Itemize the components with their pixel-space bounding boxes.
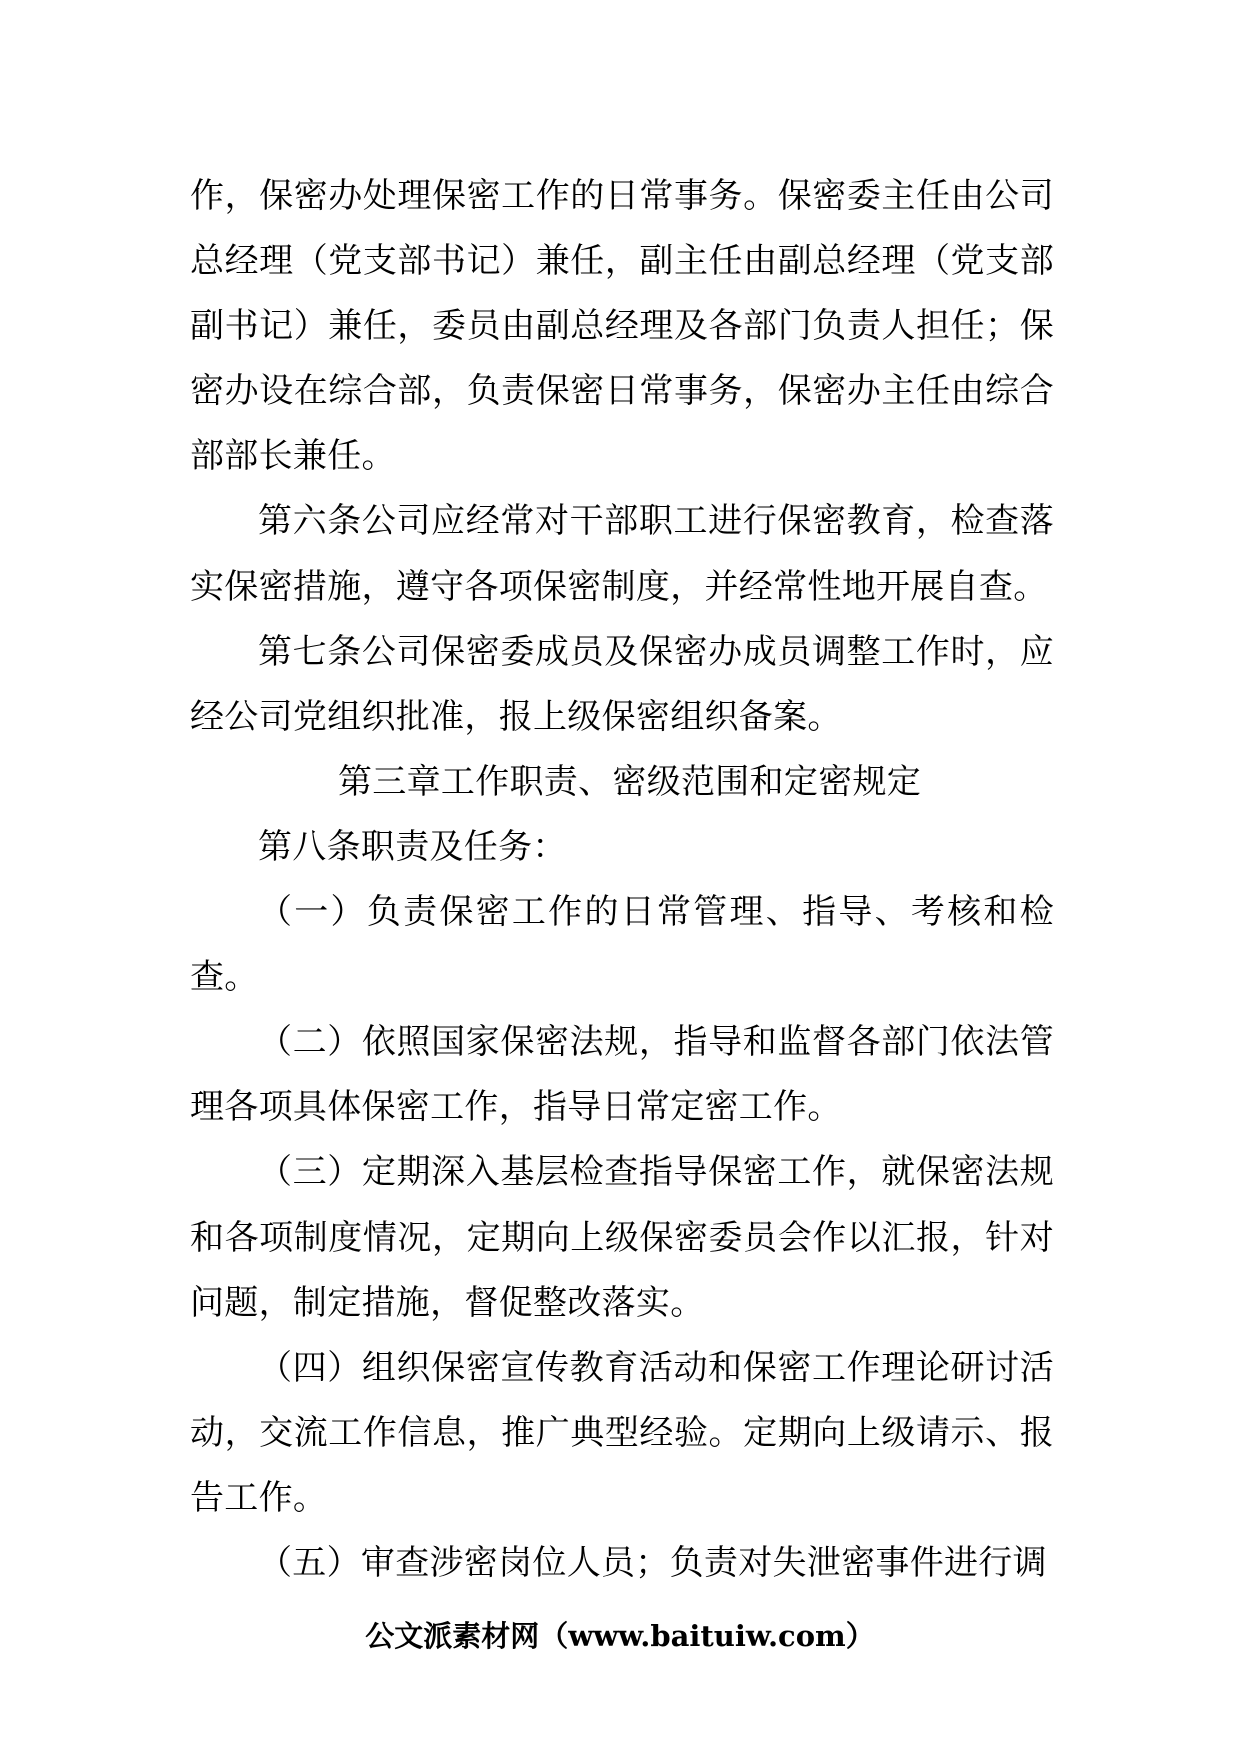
paragraph-continuation: 作，保密办处理保密工作的日常事务。保密委主任由公司总经理（党支部书记）兼任，副主任由副总经理（党支部副书记）兼任，委员由副总经理及各部门负责人担任；保密办设在综合部，负责保密日常事务，保密办主任由综合部部长兼任。 <box>190 176 1054 477</box>
paragraph-item-1: （一）负责保密工作的日常管理、指导、考核和检查。 <box>190 892 1054 998</box>
chapter-heading: 第三章工作职责、密级范围和定密规定 <box>338 761 922 802</box>
paragraph-article-7: 第七条公司保密委成员及保密办成员调整工作时，应经公司党组织批准，报上级保密组织备案。 <box>190 631 1054 737</box>
paragraph-article-8: 第八条职责及任务： <box>258 826 567 867</box>
paragraph-item-3: （三）定期深入基层检查指导保密工作，就保密法规和各项制度情况，定期向上级保密委员会作以汇报，针对问题，制定措施，督促整改落实。 <box>190 1152 1054 1323</box>
paragraph-article-6: 第六条公司应经常对干部职工进行保密教育，检查落实保密措施，遵守各项保密制度，并经常性地开展自查。 <box>190 501 1054 607</box>
paragraph-item-4: （四）组织保密宣传教育活动和保密工作理论研讨活动，交流工作信息，推广典型经验。定期向上级请示、报告工作。 <box>190 1347 1054 1518</box>
document-body <box>190 164 1054 1596</box>
paragraph-item-2: （二）依照国家保密法规，指导和监督各部门依法管理各项具体保密工作，指导日常定密工作。 <box>190 1022 1054 1128</box>
paragraph-item-5: （五）审查涉密岗位人员；负责对失泄密事件进行调 <box>258 1542 1047 1583</box>
footer-watermark-text: 公文派素材网（www.baituiw.com） <box>365 1619 875 1653</box>
